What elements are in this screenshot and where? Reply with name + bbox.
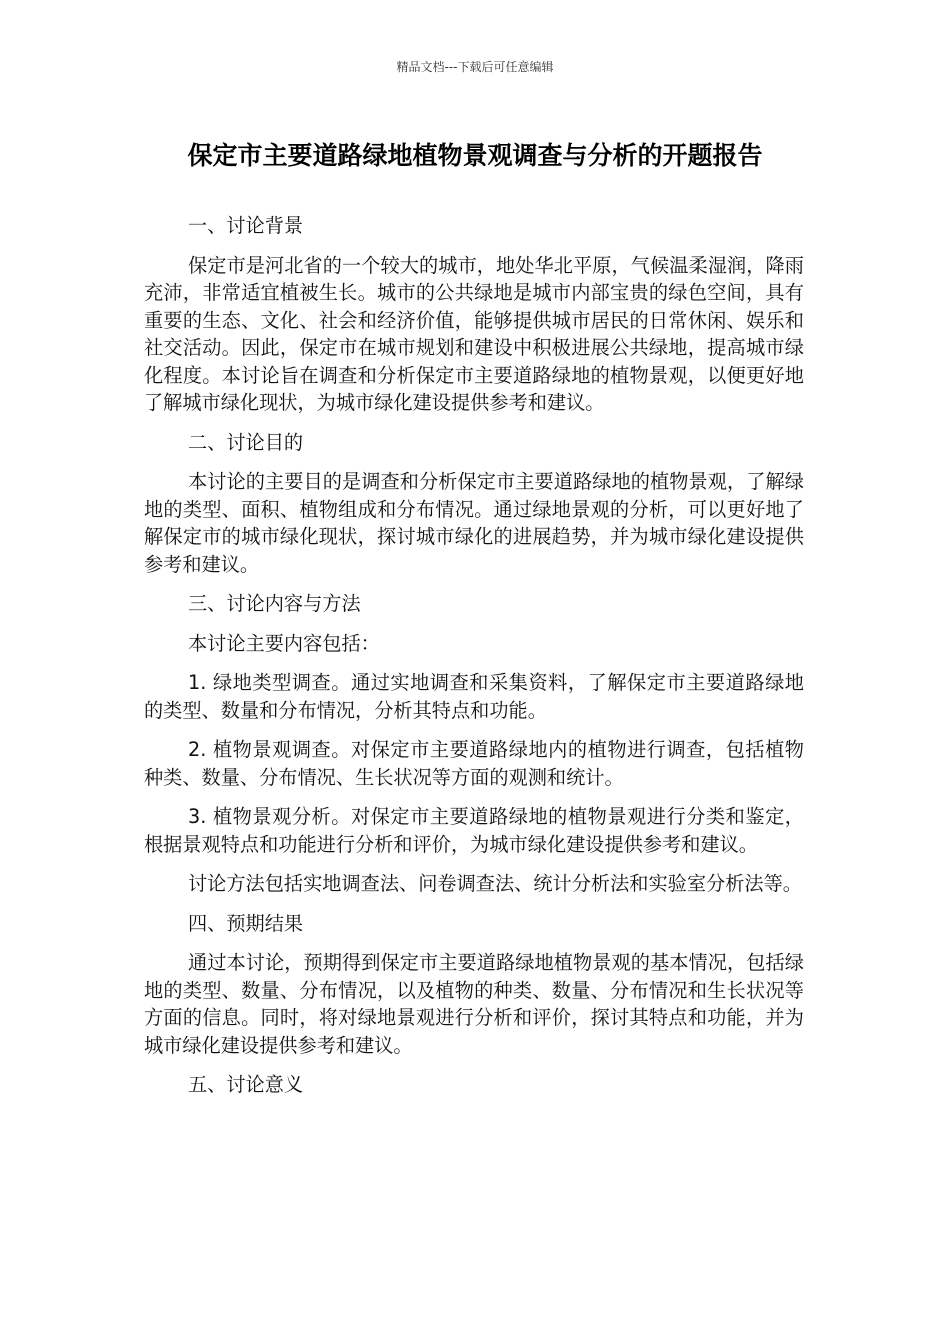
paragraph-expected-results: 通过本讨论，预期得到保定市主要道路绿地植物景观的基本情况，包括绿地的类型、数量、分布情况，以及植物的种类、数量、分布情况和生长状况等方面的信息。同时，将对绿地景观进行分析和评价，探讨其特点和功能，并为城市绿化建设提供参考和建议。 [144,951,804,1057]
section-heading-purpose: 二、讨论目的 [188,430,304,454]
section-heading-expected-results: 四、预期结果 [188,911,304,935]
list-item-2: 2. 植物景观调查。对保定市主要道路绿地内的植物进行调查，包括植物种类、数量、分布情况、生长状况等方面的观测和统计。 [144,738,804,789]
section-heading-background: 一、讨论背景 [188,214,304,237]
document-title: 保定市主要道路绿地植物景观调查与分析的开题报告 [187,141,763,170]
list-item-1: 1. 绿地类型调查。通过实地调查和采集资料，了解保定市主要道路绿地的类型、数量和分布情况，分析其特点和功能。 [144,671,804,722]
page-header: 精品文档---下载后可任意编辑 [396,60,554,74]
paragraph-content-intro: 本讨论主要内容包括： [188,631,380,655]
paragraph-background: 保定市是河北省的一个较大的城市，地处华北平原，气候温柔湿润，降雨充沛，非常适宜植被生长。城市的公共绿地是城市内部宝贵的绿色空间，具有重要的生态、文化、社会和经济价值，能够提供城市居民的日常休闲、娱乐和社交活动。因此，保定市在城市规划和建设中积极进展公共绿地，提高城市绿化程度。本讨论旨在调查和分析保定市主要道路绿地的植物景观，以便更好地了解城市绿化现状，为城市绿化建设提供参考和建议。 [144,253,804,414]
document-body [144,212,804,1111]
section-heading-significance: 五、讨论意义 [188,1073,304,1096]
paragraph-methods: 讨论方法包括实地调查法、问卷调查法、统计分析法和实验室分析法等。 [188,872,802,895]
list-item-3: 3. 植物景观分析。对保定市主要道路绿地的植物景观进行分类和鉴定，根据景观特点和功能进行分析和评价，为城市绿化建设提供参考和建议。 [144,805,804,856]
paragraph-purpose: 本讨论的主要目的是调查和分析保定市主要道路绿地的植物景观，了解绿地的类型、面积、植物组成和分布情况。通过绿地景观的分析，可以更好地了解保定市的城市绿化现状，探讨城市绿化的进展趋势，并为城市绿化建设提供参考和建议。 [144,470,804,576]
section-heading-content-method: 三、讨论内容与方法 [188,592,361,615]
